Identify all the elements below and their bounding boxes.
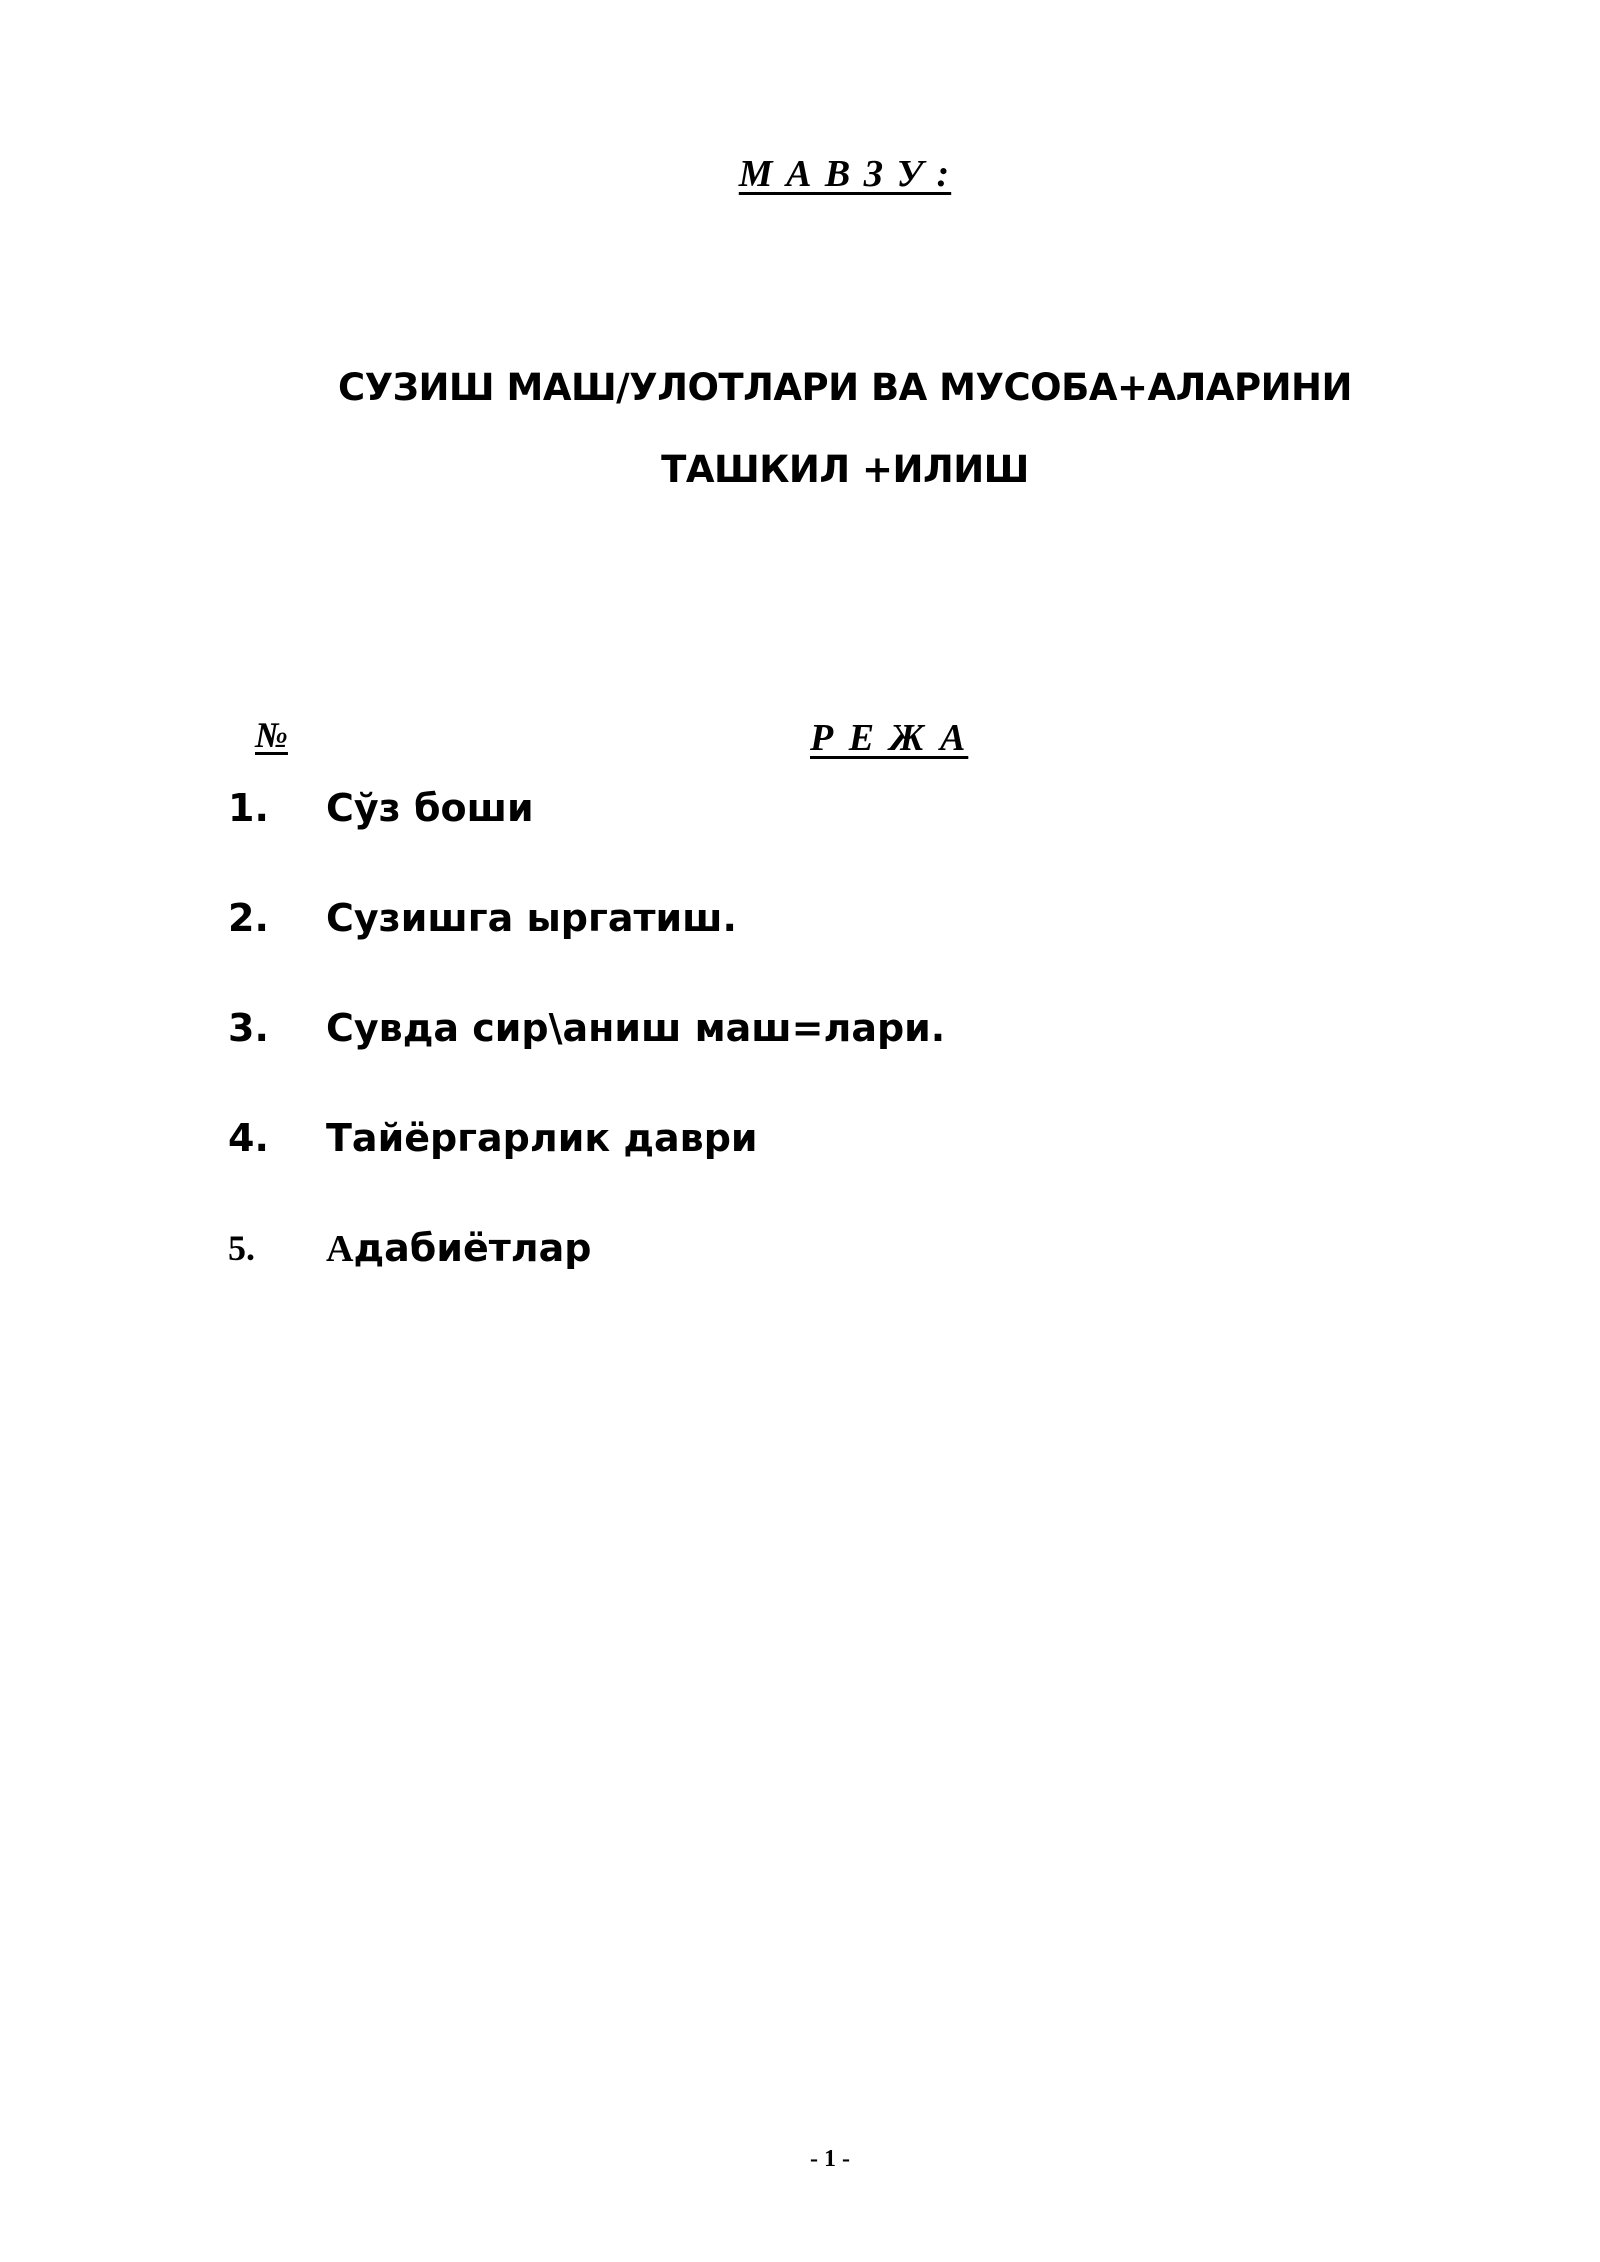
plan-list [228,778,1428,1328]
plan-heading: Р Е Ж А [810,717,969,759]
plan-item-text: Сувда сир\аниш маш=лари. [326,1006,946,1050]
plan-item-number: 3. [228,1006,269,1050]
page-number: - 1 - [810,2146,850,2172]
plan-item-text-rest: дабиётлар [353,1226,592,1270]
plan-item-number: 4. [228,1116,269,1160]
plan-item-number: 1. [228,786,269,830]
plan-item-text [326,1218,591,1279]
number-column-label: № [255,715,288,755]
title-line-1: СУЗИШ МАШ/УЛОТЛАРИ ВА МУСОБА+АЛАРИНИ [337,366,1352,409]
plan-item [228,888,1428,998]
plan-item-number: 5. [228,1228,255,1268]
plan-item-first-letter: А [326,1228,354,1270]
topic-label: М А В З У : [738,153,952,195]
plan-item [228,1218,1428,1328]
plan-item-text: Сузишга ыргатиш. [326,896,737,940]
plan-item [228,998,1428,1108]
plan-item [228,1108,1428,1218]
plan-item-number: 2. [228,896,269,940]
title-line-2: ТАШКИЛ +ИЛИШ [661,448,1029,491]
plan-item-text: Сўз боши [326,786,534,830]
plan-item-text: Тайёргарлик даври [326,1116,758,1160]
plan-item [228,778,1428,888]
